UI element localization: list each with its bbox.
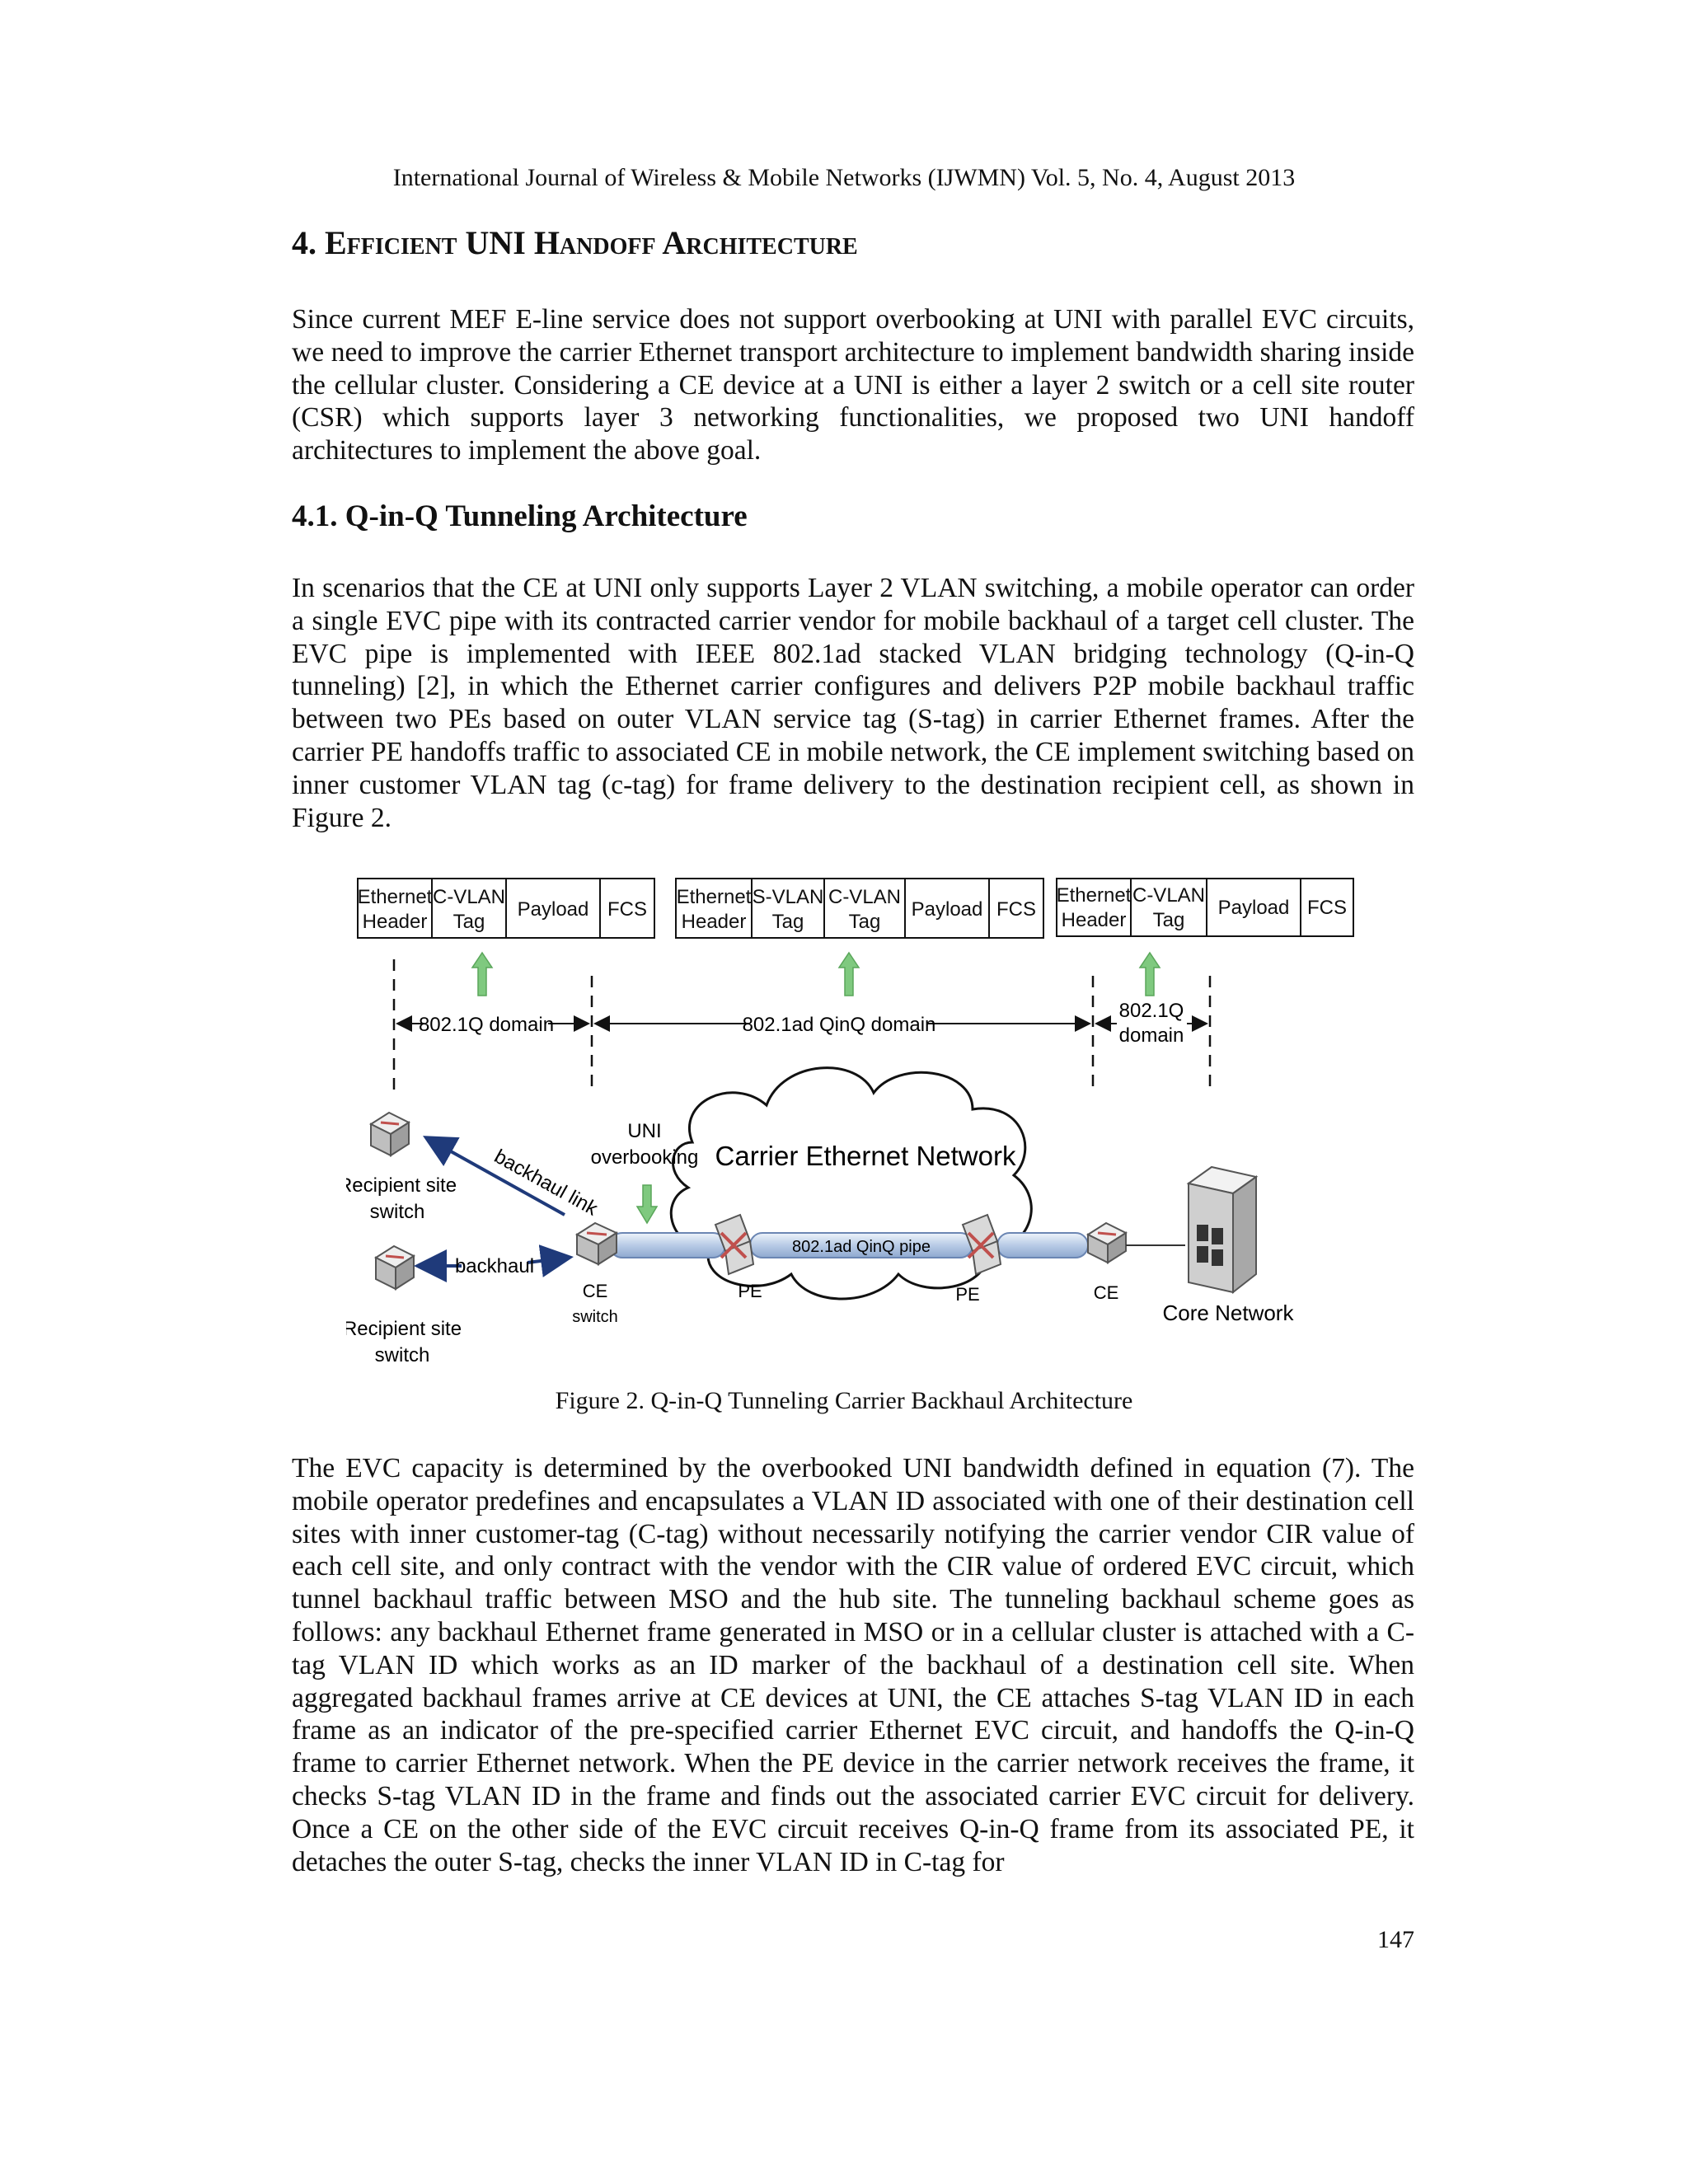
ce-switch-label: CE [582, 1281, 608, 1301]
frame-right-payload: Payload [1217, 897, 1290, 919]
ce-switch-label-2: switch [572, 1308, 618, 1326]
ce-right-label: CE [1093, 1282, 1119, 1303]
frame-right-header: Header [1061, 909, 1127, 931]
running-header: International Journal of Wireless & Mobile Networks (IJWMN) Vol. 5, No. 4, August 2013 [392, 164, 1296, 191]
switch-icon [371, 1113, 409, 1155]
domain-middle-label: 802.1ad QinQ domain [742, 1014, 936, 1036]
domain-right-label-2: domain [1118, 1024, 1184, 1047]
frame-middle-cvlan: C-VLAN [828, 886, 902, 908]
frame-left-cvlan: C-VLAN [432, 886, 506, 908]
figure-caption: Figure 2. Q-in-Q Tunneling Carrier Backhaul Architecture [555, 1387, 1133, 1414]
cloud-label: Carrier Ethernet Network [715, 1141, 1016, 1171]
subsection-title: 4.1. Q-in-Q Tunneling Architecture [292, 499, 748, 533]
frame-middle-svlan: S-VLAN [752, 886, 824, 908]
frame-middle-ethernet: Ethernet [676, 886, 752, 908]
recipient-site-1-label: Recipient site [346, 1174, 457, 1197]
backhaul-label: backhaul [454, 1255, 535, 1277]
frame-left-header: Header [362, 911, 428, 933]
switch-icon [376, 1246, 414, 1289]
frame-right-ethernet: Ethernet [1056, 884, 1132, 907]
section-paragraph: Since current MEF E-line service does not support overbooking at UNI with parallel EVC circuits, we need to improve the carrier Ethernet transport architecture to implement bandwidth sharing inside the cellular cluster. Considering a CE device at a UNI is either a layer 2 switch or a cell site router (CSR) which supports layer 3 networking functionalities, we proposed two UNI handoff architectures to implement the above goal. [292, 304, 1414, 466]
backhaul-link-label: backhaul link [490, 1145, 602, 1221]
pe-left-label: PE [738, 1281, 762, 1301]
domain-right-label: 802.1Q [1118, 1000, 1184, 1022]
pipe-label: 802.1ad QinQ pipe [792, 1238, 931, 1256]
frame-right-cvlan: C-VLAN [1132, 884, 1206, 907]
uni-overbooking-label: overbooking [590, 1146, 699, 1169]
frame-middle-fcs: FCS [996, 898, 1036, 921]
frame-right [1057, 879, 1353, 936]
up-arrow-icon [472, 953, 492, 996]
page-number: 147 [1377, 1926, 1414, 1953]
recipient-site-1-label-2: switch [369, 1201, 425, 1223]
frame-left-payload: Payload [517, 898, 589, 921]
section-title: 4. Efficient UNI Handoff Architecture [292, 224, 858, 261]
uni-label: UNI [627, 1120, 662, 1142]
frame-middle-header: Header [681, 911, 747, 933]
recipient-site-2-label: Recipient site [346, 1318, 462, 1340]
recipient-site-2-label-2: switch [374, 1344, 430, 1366]
frame-middle [676, 879, 1043, 938]
frame-left-tag: Tag [452, 911, 485, 933]
access-pipe-right [997, 1233, 1088, 1258]
frame-left-fcs: FCS [607, 898, 647, 921]
up-arrow-icon [839, 953, 859, 996]
access-pipe-left [610, 1233, 725, 1258]
domain-left-label: 802.1Q domain [418, 1014, 555, 1036]
switch-icon [577, 1223, 617, 1264]
switch-icon [1088, 1223, 1126, 1263]
frame-middle-stag: Tag [771, 911, 804, 933]
figure-2-diagram [346, 870, 1385, 1373]
frame-left [358, 879, 654, 938]
subsection-paragraph-1: In scenarios that the CE at UNI only supports Layer 2 VLAN switching, a mobile operator can order a single EVC pipe with its contracted carrier vendor for mobile backhaul of a target cell cluster. The EVC pipe is implemented with IEEE 802.1ad stacked VLAN bridging technology (Q-in-Q tunneling) [2], in which the Ethernet carrier configures and delivers P2P mobile backhaul traffic between two PEs based on outer VLAN service tag (S-tag) in carrier Ethernet frames. After the carrier PE handoffs traffic to associated CE in mobile network, the CE implement switching based on inner customer VLAN tag (c-tag) for frame delivery to the destination recipient cell, as shown in Figure 2. [292, 573, 1414, 833]
core-network-label: Core Network [1162, 1301, 1294, 1325]
up-arrow-icon [1140, 953, 1160, 996]
frame-right-fcs: FCS [1307, 897, 1347, 919]
frame-right-tag: Tag [1152, 909, 1185, 931]
figure-2 [346, 870, 1385, 1373]
subsection-paragraph-2: The EVC capacity is determined by the overbooked UNI bandwidth defined in equation (7). The mobile operator predefines and encapsulates a VLAN ID associated with one of their destination cell sites with inner customer-tag (C-tag) without necessarily notifying the carrier vendor CIR value of each cell site, and only contract with the vendor with the CIR value of ordered EVC circuit, which tunnel backhaul traffic between MSO and the hub site. The tunneling backhaul scheme goes as follows: any backhaul Ethernet frame generated in MSO or in a cellular cluster is attached with a C-tag VLAN ID which works as an ID marker of the backhaul of a destination cell site. When aggregated backhaul frames arrive at CE devices at UNI, the CE attaches S-tag VLAN ID in each frame as an indicator of the pre-specified carrier Ethernet EVC circuit, and handoffs the Q-in-Q frame to carrier Ethernet network. When the PE device in the carrier network receives the frame, it checks S-tag VLAN ID in the frame and finds out the associated carrier EVC circuit for delivery. Once a CE on the other side of the EVC circuit receives Q-in-Q frame from its associated PE, it detaches the outer S-tag, checks the inner VLAN ID in C-tag for [292, 1453, 1414, 1877]
frame-left-ethernet: Ethernet [357, 886, 433, 908]
frame-middle-payload: Payload [911, 898, 983, 921]
down-arrow-icon [637, 1185, 657, 1223]
pe-right-label: PE [955, 1284, 980, 1305]
server-icon [1189, 1167, 1256, 1292]
frame-middle-ctag: Tag [848, 911, 881, 933]
